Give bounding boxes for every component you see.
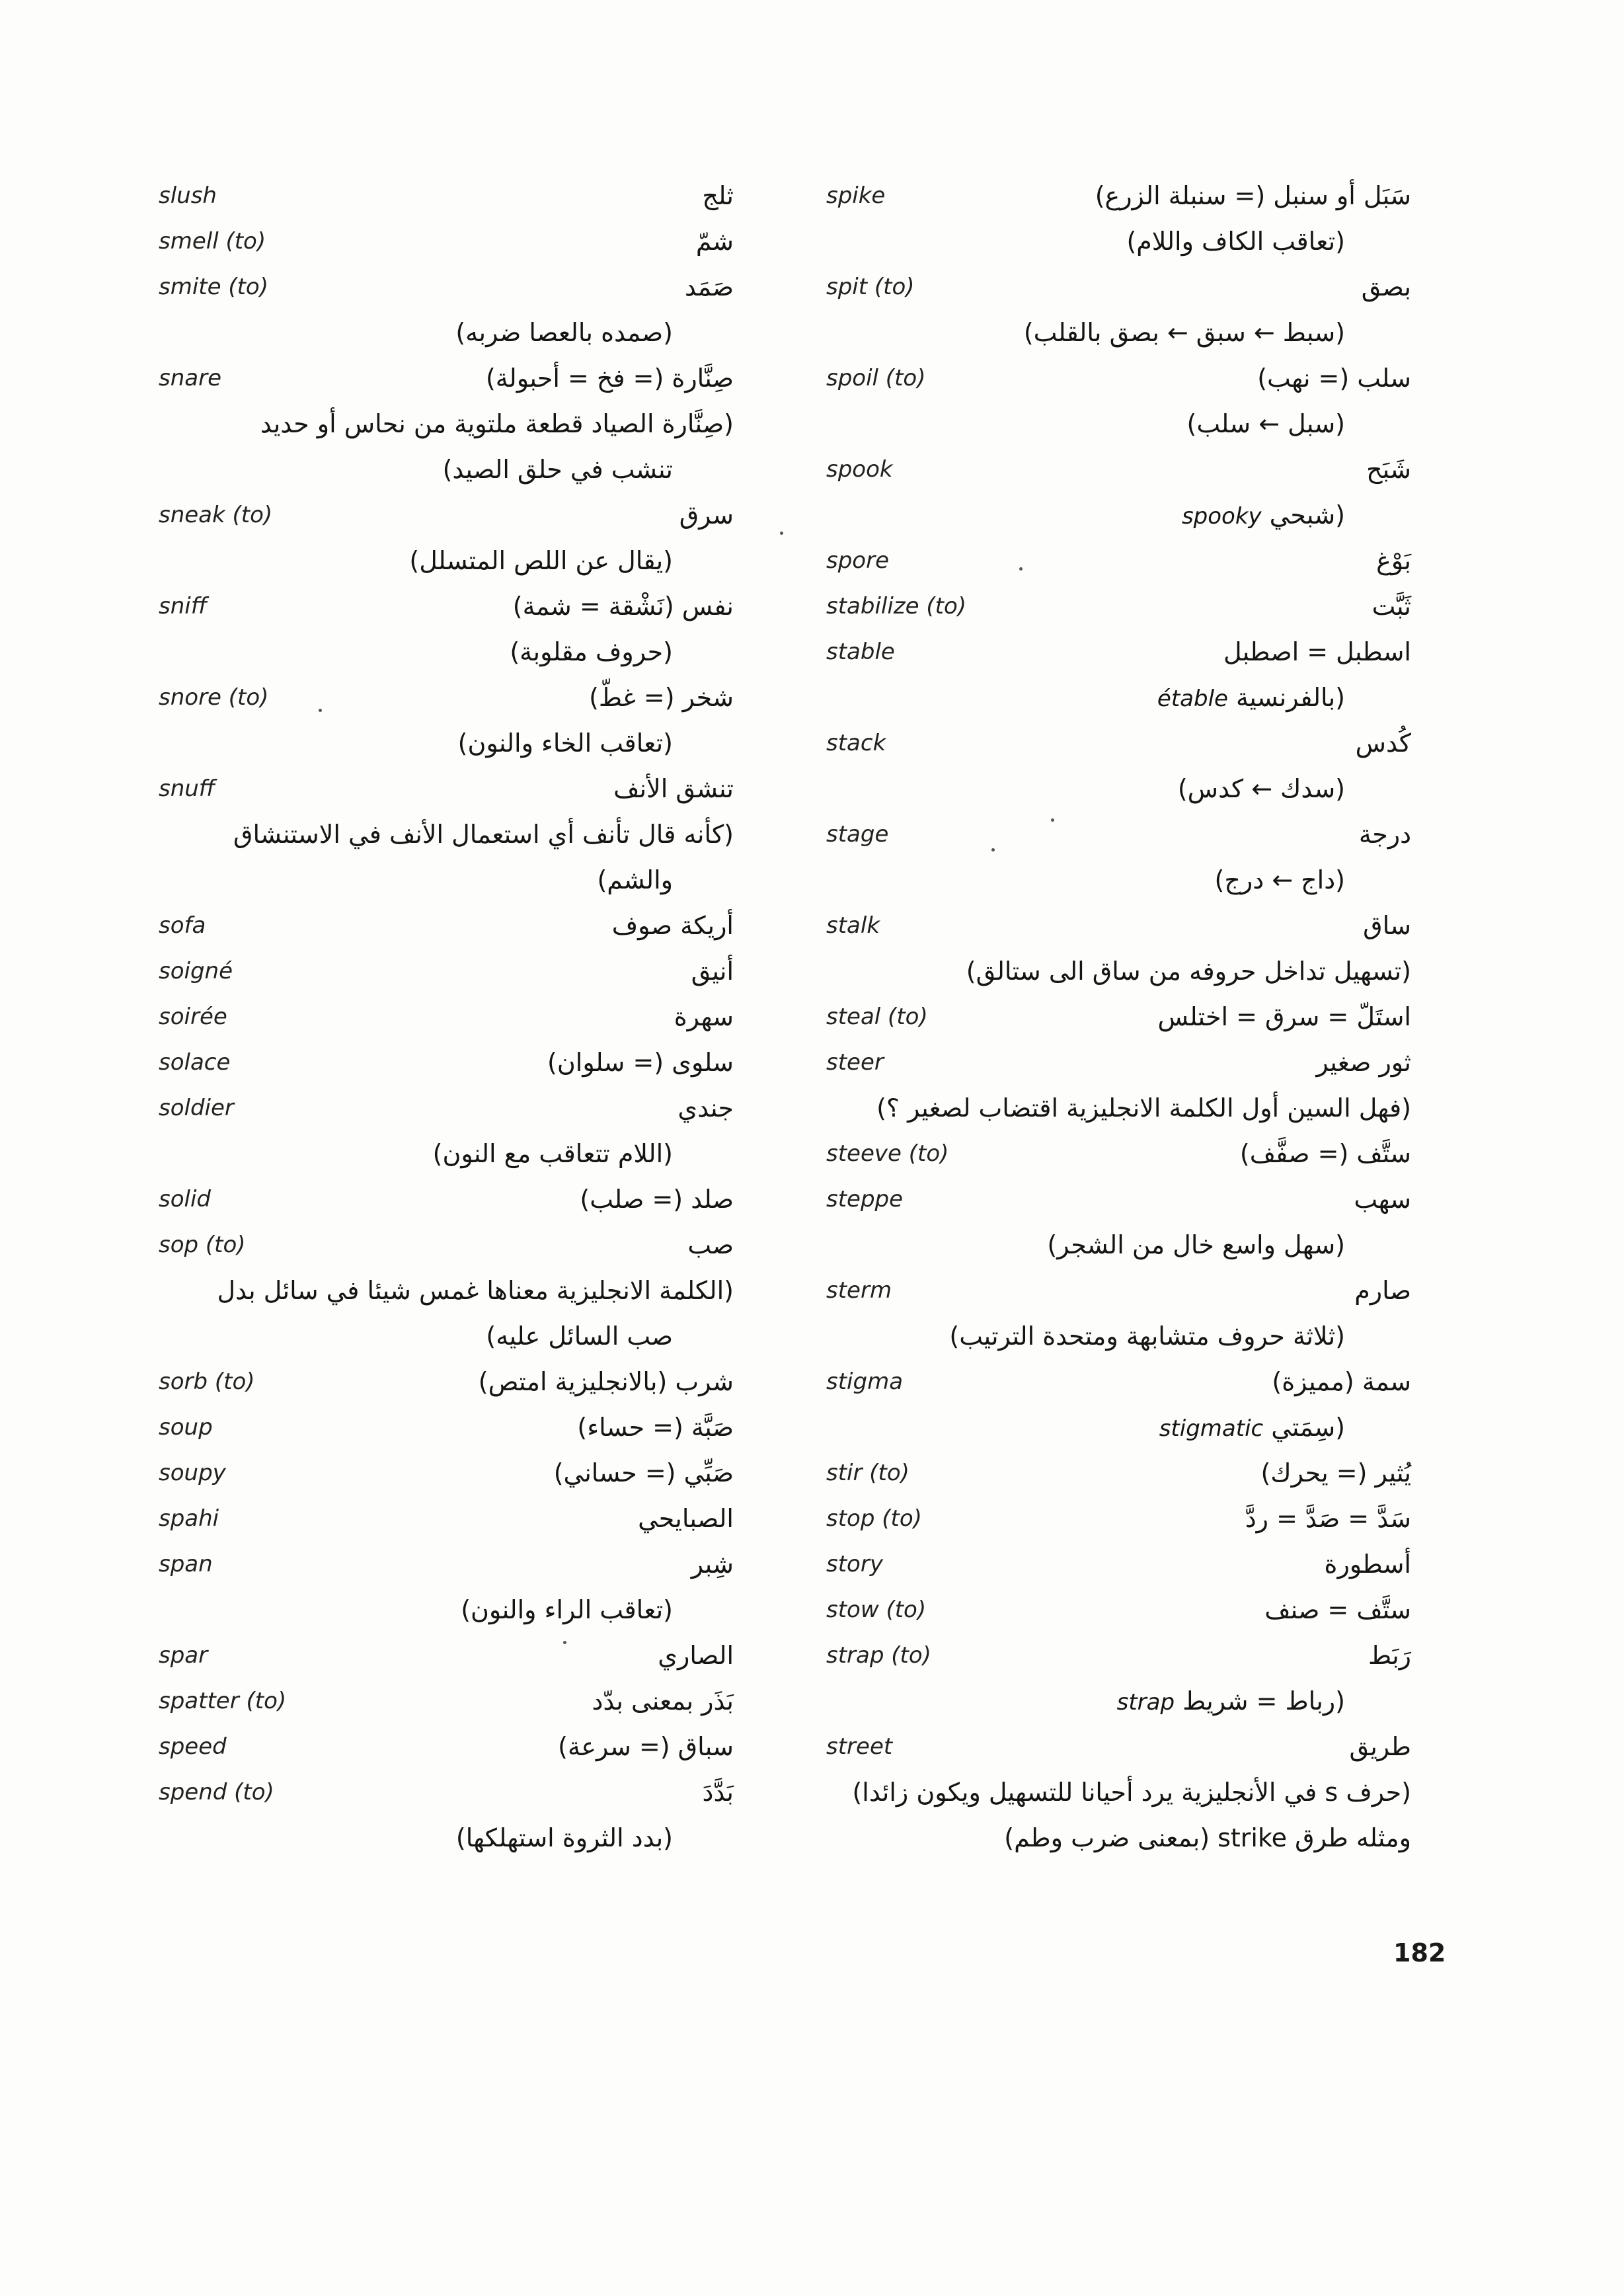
gloss-continuation-row	[159, 1815, 734, 1861]
arabic-note	[456, 1819, 673, 1856]
gloss-continuation-row	[159, 538, 734, 584]
english-headword: stigma	[826, 1368, 904, 1395]
arabic-note-text: (يقال عن اللص المتسلل)	[409, 546, 673, 575]
arabic-gloss: شِبر	[691, 1550, 734, 1579]
entry-row	[826, 1040, 1411, 1086]
english-headword: spit (to)	[826, 274, 915, 300]
english-headword: span	[159, 1551, 213, 1577]
entry-row	[826, 1177, 1411, 1222]
arabic-note	[455, 314, 673, 351]
arabic-note	[443, 451, 673, 488]
arabic-gloss: جندي	[677, 1093, 734, 1123]
entry-row	[826, 994, 1411, 1040]
arabic-note-text: (سدك ← كدس)	[1177, 774, 1345, 803]
arabic-note-text: (تعاقب الكاف واللام)	[1126, 227, 1345, 256]
arabic-note-text: (كأنه قال تأنف أي استعمال الأنف في الاستنشاق	[233, 820, 734, 849]
english-headword: snuff	[159, 775, 215, 802]
entry-row	[159, 1040, 734, 1086]
english-headword: spend (to)	[159, 1779, 274, 1805]
arabic-note	[1109, 1682, 1345, 1721]
gloss-continuation-row	[826, 1405, 1411, 1450]
entry-row	[826, 447, 1411, 493]
english-headword: spatter (to)	[159, 1688, 287, 1714]
arabic-gloss: يُثير (= يحرك)	[1260, 1458, 1411, 1487]
arabic-gloss: الصبايحي	[638, 1504, 734, 1533]
arabic-note-text: (الكلمة الانجليزية معناها غمس شيئا في سائل بدل	[217, 1276, 734, 1305]
english-headword: sterm	[826, 1277, 892, 1304]
english-headword: stack	[826, 730, 886, 756]
entry-row	[826, 1359, 1411, 1405]
arabic-gloss: صب	[687, 1230, 734, 1259]
entry-row	[826, 812, 1411, 857]
entry-row	[159, 949, 734, 994]
entry-row	[826, 173, 1411, 219]
english-headword: soigné	[159, 958, 233, 984]
entry-row	[159, 1770, 734, 1815]
arabic-gloss: صَمَد	[684, 272, 734, 301]
entry-row	[159, 766, 734, 812]
entry-row	[826, 1587, 1411, 1633]
arabic-gloss: اسطبل = اصطبل	[1223, 637, 1411, 666]
arabic-gloss: تنشق الأنف	[613, 774, 734, 803]
gloss-continuation-row	[159, 857, 734, 903]
arabic-gloss: سهب	[1354, 1185, 1411, 1214]
english-headword: sneak (to)	[159, 502, 273, 528]
english-headword: smell (to)	[159, 228, 266, 255]
arabic-note	[1047, 1226, 1345, 1263]
arabic-gloss: سلوى (= سلوان)	[547, 1048, 734, 1077]
english-headword: stalk	[826, 912, 880, 939]
entry-row	[826, 1450, 1411, 1496]
english-headword: story	[826, 1551, 883, 1577]
arabic-note-text: (بالفرنسية	[1235, 683, 1345, 712]
arabic-note	[458, 725, 673, 762]
arabic-gloss: ستَّف (= صفَّف)	[1239, 1139, 1411, 1168]
arabic-gloss: أسطورة	[1324, 1550, 1411, 1579]
arabic-note	[1178, 770, 1345, 807]
arabic-note-text: (تعاقب الخاء والنون)	[457, 729, 673, 758]
english-headword: stow (to)	[826, 1597, 927, 1623]
arabic-note-text: (داج ← درج)	[1214, 865, 1345, 894]
gloss-continuation-row	[159, 401, 734, 447]
english-headword: spike	[826, 182, 886, 209]
english-headword: snare	[159, 365, 221, 391]
arabic-note-text: (ثلاثة حروف متشابهة ومتحدة الترتيب)	[949, 1322, 1345, 1351]
arabic-note	[1151, 1409, 1345, 1447]
arabic-gloss: سمة (مميزة)	[1272, 1367, 1411, 1396]
entry-row	[159, 1359, 734, 1405]
english-headword: spahi	[159, 1505, 219, 1532]
entry-row	[826, 1268, 1411, 1314]
arabic-gloss: ثور صغير	[1316, 1048, 1411, 1077]
entry-row	[159, 1542, 734, 1587]
entry-row	[826, 1131, 1411, 1177]
arabic-gloss: نفس (نَشْقة = شمة)	[512, 592, 734, 621]
english-headword: sniff	[159, 593, 208, 619]
gloss-continuation-row	[826, 493, 1411, 538]
arabic-gloss: صارم	[1354, 1276, 1411, 1305]
arabic-note	[1174, 496, 1345, 535]
english-headword: slush	[159, 182, 217, 209]
arabic-note-text: (تسهيل تداخل حروفه من ساق الى ستالق)	[966, 957, 1411, 986]
english-headword: smite (to)	[159, 274, 268, 300]
arabic-gloss: بَوْغ	[1376, 546, 1411, 575]
entry-row	[159, 356, 734, 401]
gloss-continuation-row	[826, 401, 1411, 447]
english-headword: steer	[826, 1049, 884, 1076]
latin-cognate: stigmatic	[1159, 1415, 1264, 1442]
english-headword: stage	[826, 821, 889, 848]
entry-row	[159, 675, 734, 721]
arabic-gloss: سهرة	[674, 1002, 734, 1031]
arabic-gloss: كُدس	[1355, 729, 1411, 758]
arabic-gloss: رَبَط	[1368, 1641, 1411, 1670]
gloss-continuation-row	[159, 812, 734, 857]
gloss-continuation-row	[159, 1131, 734, 1177]
gloss-continuation-row	[826, 675, 1411, 721]
entry-row	[159, 1222, 734, 1268]
entry-row	[159, 173, 734, 219]
english-headword: soup	[159, 1414, 213, 1441]
entry-row	[159, 264, 734, 310]
entry-row	[159, 1086, 734, 1131]
gloss-continuation-row	[826, 949, 1411, 994]
arabic-note	[510, 633, 673, 670]
print-speck	[991, 848, 995, 851]
gloss-continuation-row	[159, 447, 734, 493]
entry-row	[826, 629, 1411, 675]
arabic-note	[1126, 223, 1345, 260]
arabic-note	[486, 1318, 673, 1355]
print-speck	[1051, 818, 1054, 822]
entry-row	[159, 1496, 734, 1542]
entry-row	[159, 1679, 734, 1724]
entry-row	[159, 903, 734, 949]
entry-row	[826, 1542, 1411, 1587]
gloss-continuation-row	[159, 721, 734, 766]
arabic-note-text: (سبط ← سبق ← بصق بالقلب)	[1023, 318, 1345, 347]
left-column	[159, 173, 734, 1861]
gloss-continuation-row	[159, 1314, 734, 1359]
arabic-gloss: ساق	[1363, 911, 1411, 940]
arabic-gloss: سرق	[679, 500, 734, 530]
english-headword: spook	[826, 456, 893, 483]
arabic-note	[1004, 1819, 1411, 1856]
arabic-note	[966, 953, 1411, 990]
arabic-note-text: (سِمَتي	[1271, 1413, 1345, 1442]
arabic-gloss: شمّ	[695, 227, 734, 256]
arabic-note	[217, 1272, 734, 1309]
entry-row	[159, 1450, 734, 1496]
entry-row	[159, 219, 734, 264]
entry-row	[826, 264, 1411, 310]
arabic-note-text: (صمده بالعصا ضربه)	[455, 318, 673, 347]
arabic-note	[461, 1591, 673, 1628]
arabic-gloss: درجة	[1358, 820, 1411, 849]
arabic-gloss: صلد (= صلب)	[580, 1185, 734, 1214]
english-headword: steppe	[826, 1186, 904, 1212]
gloss-continuation-row	[826, 1222, 1411, 1268]
english-headword: stable	[826, 639, 895, 665]
arabic-note	[233, 816, 734, 853]
english-headword: sorb (to)	[159, 1368, 255, 1395]
arabic-note-text: (فهل السين أول الكلمة الانجليزية اقتضاب لصغير ؟)	[876, 1093, 1411, 1123]
arabic-gloss: صِنَّارة (= فخ = أحبولة)	[485, 364, 734, 393]
arabic-gloss: سلب (= نهب)	[1257, 364, 1411, 393]
arabic-gloss: شَبَح	[1366, 455, 1411, 484]
latin-cognate: spooky	[1181, 503, 1262, 530]
gloss-continuation-row	[159, 1268, 734, 1314]
entry-row	[826, 721, 1411, 766]
english-headword: soupy	[159, 1460, 226, 1486]
arabic-gloss: سَبَل أو سنبل (= سنبلة الزرع)	[1095, 181, 1411, 210]
latin-cognate: strap	[1116, 1689, 1175, 1716]
english-headword: stabilize (to)	[826, 593, 967, 619]
english-headword: stir (to)	[826, 1460, 909, 1486]
arabic-note-text: (شبحي	[1269, 500, 1345, 530]
arabic-note-text: (سهل واسع خال من الشجر)	[1047, 1230, 1345, 1259]
arabic-note	[1215, 861, 1345, 898]
english-headword: spoil (to)	[826, 365, 926, 391]
arabic-gloss: ثلج	[702, 181, 734, 210]
english-headword: stop (to)	[826, 1505, 922, 1532]
right-column	[826, 173, 1411, 1861]
entry-row	[159, 1724, 734, 1770]
arabic-gloss: الصاري	[658, 1641, 734, 1670]
arabic-gloss: سباق (= سرعة)	[558, 1732, 734, 1761]
gloss-continuation-row	[159, 629, 734, 675]
gloss-continuation-row	[826, 1815, 1411, 1861]
entry-row	[826, 1724, 1411, 1770]
gloss-continuation-row	[826, 219, 1411, 264]
print-speck	[780, 532, 783, 535]
arabic-note	[949, 1318, 1345, 1355]
arabic-gloss: ثَبَّت	[1372, 592, 1411, 621]
arabic-note	[1149, 679, 1345, 717]
english-headword: snore (to)	[159, 684, 269, 711]
english-headword: strap (to)	[826, 1642, 931, 1669]
english-headword: soirée	[159, 1004, 227, 1030]
english-headword: speed	[159, 1733, 227, 1760]
arabic-gloss: طريق	[1349, 1732, 1411, 1761]
english-headword: steal (to)	[826, 1004, 928, 1030]
english-headword: sofa	[159, 912, 206, 939]
entry-row	[159, 1405, 734, 1450]
arabic-note	[260, 405, 734, 442]
gloss-continuation-row	[826, 310, 1411, 356]
arabic-gloss: بَدَّدَ	[702, 1778, 734, 1807]
arabic-note-text: (حرف s في الأنجليزية يرد أحيانا للتسهيل ويكون زائدا)	[852, 1778, 1411, 1807]
english-headword: soldier	[159, 1095, 234, 1121]
arabic-note-text: (تعاقب الراء والنون)	[461, 1595, 673, 1624]
gloss-continuation-row	[826, 857, 1411, 903]
entry-row	[826, 903, 1411, 949]
arabic-note-text: (حروف مقلوبة)	[510, 637, 673, 666]
arabic-gloss: أريكة صوف	[611, 911, 734, 940]
arabic-note	[433, 1135, 673, 1172]
arabic-note	[852, 1774, 1411, 1811]
entry-row	[826, 356, 1411, 401]
entry-row	[159, 493, 734, 538]
arabic-note-text: (سبل ← سلب)	[1186, 409, 1345, 438]
arabic-note	[409, 542, 673, 579]
arabic-note-text: ومثله طرق strike (بمعنى ضرب وطم)	[1004, 1823, 1411, 1852]
english-headword: steeve (to)	[826, 1140, 949, 1167]
gloss-continuation-row	[826, 1770, 1411, 1815]
arabic-gloss: شخر (= غطّ)	[589, 683, 734, 712]
arabic-gloss: استَلّ = سرق = اختلس	[1157, 1002, 1411, 1031]
arabic-note-text: (رباط = شريط	[1182, 1686, 1345, 1716]
arabic-note	[597, 861, 673, 898]
gloss-continuation-row	[826, 1086, 1411, 1131]
arabic-gloss: سَدَّ = صَدَّ = ردَّ	[1245, 1504, 1411, 1533]
arabic-note-text: (اللام تتعاقب مع النون)	[432, 1139, 673, 1168]
arabic-gloss: شرب (بالانجليزية امتص)	[478, 1367, 734, 1396]
arabic-gloss: صَبِّي (= حساني)	[553, 1458, 734, 1487]
entry-row	[826, 538, 1411, 584]
gloss-continuation-row	[159, 1587, 734, 1633]
arabic-note	[1187, 405, 1345, 442]
print-speck	[563, 1641, 566, 1644]
arabic-gloss: صَبَّة (= حساء)	[577, 1413, 734, 1442]
arabic-note-text: (صِنَّارة الصياد قطعة ملتوية من نحاس أو حديد	[260, 409, 734, 438]
entry-row	[159, 994, 734, 1040]
entry-row	[826, 584, 1411, 629]
english-headword: sop (to)	[159, 1232, 246, 1258]
arabic-gloss: ستَّف = صنف	[1264, 1595, 1411, 1624]
entry-row	[159, 584, 734, 629]
arabic-note-text: صب السائل عليه)	[486, 1322, 673, 1351]
entry-row	[159, 1633, 734, 1679]
print-speck	[1019, 567, 1023, 571]
gloss-continuation-row	[826, 1679, 1411, 1724]
arabic-note-text: والشم)	[597, 865, 673, 894]
english-headword: spar	[159, 1642, 208, 1669]
page-number: 182	[1393, 1938, 1446, 1967]
english-headword: solid	[159, 1186, 211, 1212]
latin-cognate: étable	[1157, 686, 1228, 712]
entry-row	[826, 1633, 1411, 1679]
entry-row	[159, 1177, 734, 1222]
arabic-gloss: بَذَر بمعنى بدّد	[592, 1686, 734, 1716]
print-speck	[319, 709, 322, 712]
gloss-continuation-row	[826, 1314, 1411, 1359]
arabic-note	[876, 1089, 1411, 1127]
arabic-note-text: (بدد الثروة استهلكها)	[455, 1823, 673, 1852]
english-headword: street	[826, 1733, 893, 1760]
arabic-note	[1024, 314, 1345, 351]
gloss-continuation-row	[826, 766, 1411, 812]
arabic-gloss: أنيق	[691, 957, 734, 986]
arabic-note-text: تنشب في حلق الصيد)	[442, 455, 673, 484]
english-headword: solace	[159, 1049, 231, 1076]
english-headword: spore	[826, 547, 889, 574]
entry-row	[826, 1496, 1411, 1542]
gloss-continuation-row	[159, 310, 734, 356]
arabic-gloss: بصق	[1361, 272, 1411, 301]
